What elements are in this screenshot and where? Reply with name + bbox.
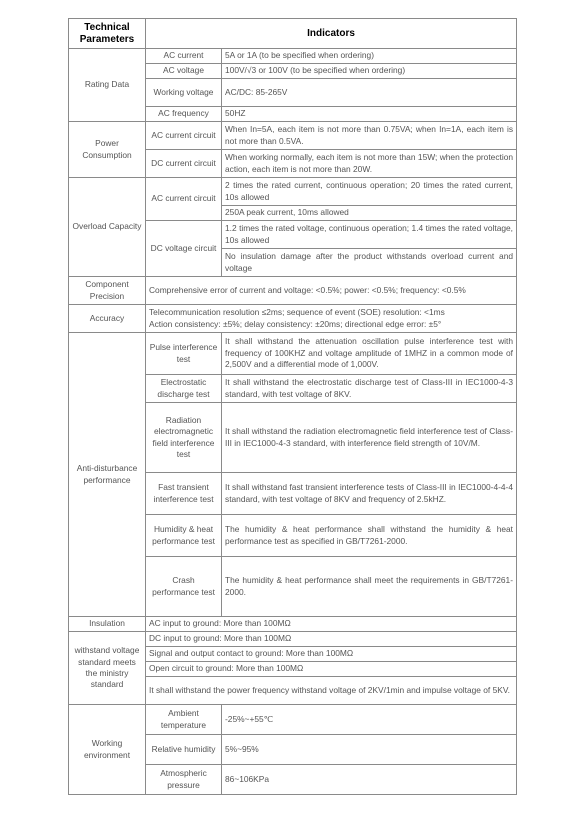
value-pulse-interference: It shall withstand the attenuation oscillation pulse interference test with frequency of 100KHZ and voltage amplitude of 1MHZ in a common mode of 2,500V and a differential mode of 1,000V.: [222, 333, 517, 375]
label-ambient-temperature: Ambient temperature: [146, 705, 222, 735]
label-radiation-field: Radiation electromagnetic field interference test: [146, 403, 222, 473]
value-overload-ac-2: 250A peak current, 10ms allowed: [222, 206, 517, 221]
label-power-ac-circuit: AC current circuit: [146, 122, 222, 150]
value-power-frequency-withstand: It shall withstand the power frequency withstand voltage of 2KV/1min and impulse voltage of 5KV.: [146, 677, 517, 705]
label-ac-current: AC current: [146, 49, 222, 64]
label-relative-humidity: Relative humidity: [146, 735, 222, 765]
accuracy-line-1: Telecommunication resolution ≤2ms; sequence of event (SOE) resolution: <1ms: [149, 307, 445, 318]
value-ac-voltage: 100V/√3 or 100V (to be specified when ordering): [222, 64, 517, 79]
label-fast-transient: Fast transient interference test: [146, 473, 222, 515]
value-crash-performance: The humidity & heat performance shall meet the requirements in GB/T7261-2000.: [222, 557, 517, 617]
value-ambient-temperature: -25%~+55℃: [222, 705, 517, 735]
value-radiation-field: It shall withstand the radiation electromagnetic field interference test of Class-III in IEC1000-4-3 standard, with interference field strength of 10V/M.: [222, 403, 517, 473]
header-technical-parameters: Technical Parameters: [69, 19, 146, 49]
value-atmospheric-pressure: 86~106KPa: [222, 765, 517, 795]
label-humidity-heat: Humidity & heat performance test: [146, 515, 222, 557]
value-component-precision: Comprehensive error of current and voltage: <0.5%; power: <0.5%; frequency: <0.5%: [146, 277, 517, 305]
category-withstand-voltage: withstand voltage standard meets the ministry standard: [69, 632, 146, 705]
label-overload-dc-circuit: DC voltage circuit: [146, 221, 222, 277]
value-accuracy: [146, 305, 517, 333]
label-pulse-interference: Pulse interference test: [146, 333, 222, 375]
header-indicators: Indicators: [146, 19, 517, 49]
category-power-consumption: Power Consumption: [69, 122, 146, 178]
value-insulation: AC input to ground: More than 100MΩ: [146, 617, 517, 632]
category-working-environment: Working environment: [69, 705, 146, 795]
category-overload-capacity: Overload Capacity: [69, 178, 146, 277]
category-anti-disturbance: Anti-disturbance performance: [69, 333, 146, 617]
value-ac-frequency: 50HZ: [222, 107, 517, 122]
value-overload-dc-2: No insulation damage after the product withstands overload current and voltage: [222, 249, 517, 277]
value-overload-ac-1: 2 times the rated current, continuous operation; 20 times the rated current, 10s allowed: [222, 178, 517, 206]
value-working-voltage: AC/DC: 85-265V: [222, 79, 517, 107]
label-electrostatic-discharge: Electrostatic discharge test: [146, 375, 222, 403]
label-power-dc-circuit: DC current circuit: [146, 150, 222, 178]
value-electrostatic-discharge: It shall withstand the electrostatic discharge test of Class-III in IEC1000-4-3 standard, with test voltage of 8KV.: [222, 375, 517, 403]
value-signal-output-ground: Signal and output contact to ground: More than 100MΩ: [146, 647, 517, 662]
category-insulation: Insulation: [69, 617, 146, 632]
label-ac-frequency: AC frequency: [146, 107, 222, 122]
label-atmospheric-pressure: Atmospheric pressure: [146, 765, 222, 795]
value-relative-humidity: 5%~95%: [222, 735, 517, 765]
value-open-circuit-ground: Open circuit to ground: More than 100MΩ: [146, 662, 517, 677]
value-dc-input-ground: DC input to ground: More than 100MΩ: [146, 632, 517, 647]
technical-parameters-table: [68, 18, 517, 795]
value-power-dc-circuit: When working normally, each item is not more than 15W; when the protection action, each item is not more than 20W.: [222, 150, 517, 178]
value-humidity-heat: The humidity & heat performance shall withstand the humidity & heat performance test as specified in GB/T7261-2000.: [222, 515, 517, 557]
value-ac-current: 5A or 1A (to be specified when ordering): [222, 49, 517, 64]
value-fast-transient: It shall withstand fast transient interference tests of Class-III in IEC1000-4-4-4 standard, with test voltage of 8KV and frequency of 2.5kHZ.: [222, 473, 517, 515]
value-overload-dc-1: 1.2 times the rated voltage, continuous operation; 1.4 times the rated voltage, 10s allowed: [222, 221, 517, 249]
category-rating-data: Rating Data: [69, 49, 146, 122]
label-ac-voltage: AC voltage: [146, 64, 222, 79]
label-overload-ac-circuit: AC current circuit: [146, 178, 222, 221]
category-accuracy: Accuracy: [69, 305, 146, 333]
accuracy-line-2: Action consistency: ±5%; delay consistency: ±20ms; directional edge error: ±5°: [149, 318, 442, 329]
value-power-ac-circuit: When In=5A, each item is not more than 0.75VA; when In=1A, each item is not more than 0.5VA.: [222, 122, 517, 150]
category-component-precision: Component Precision: [69, 277, 146, 305]
label-working-voltage: Working voltage: [146, 79, 222, 107]
label-crash-performance: Crash performance test: [146, 557, 222, 617]
